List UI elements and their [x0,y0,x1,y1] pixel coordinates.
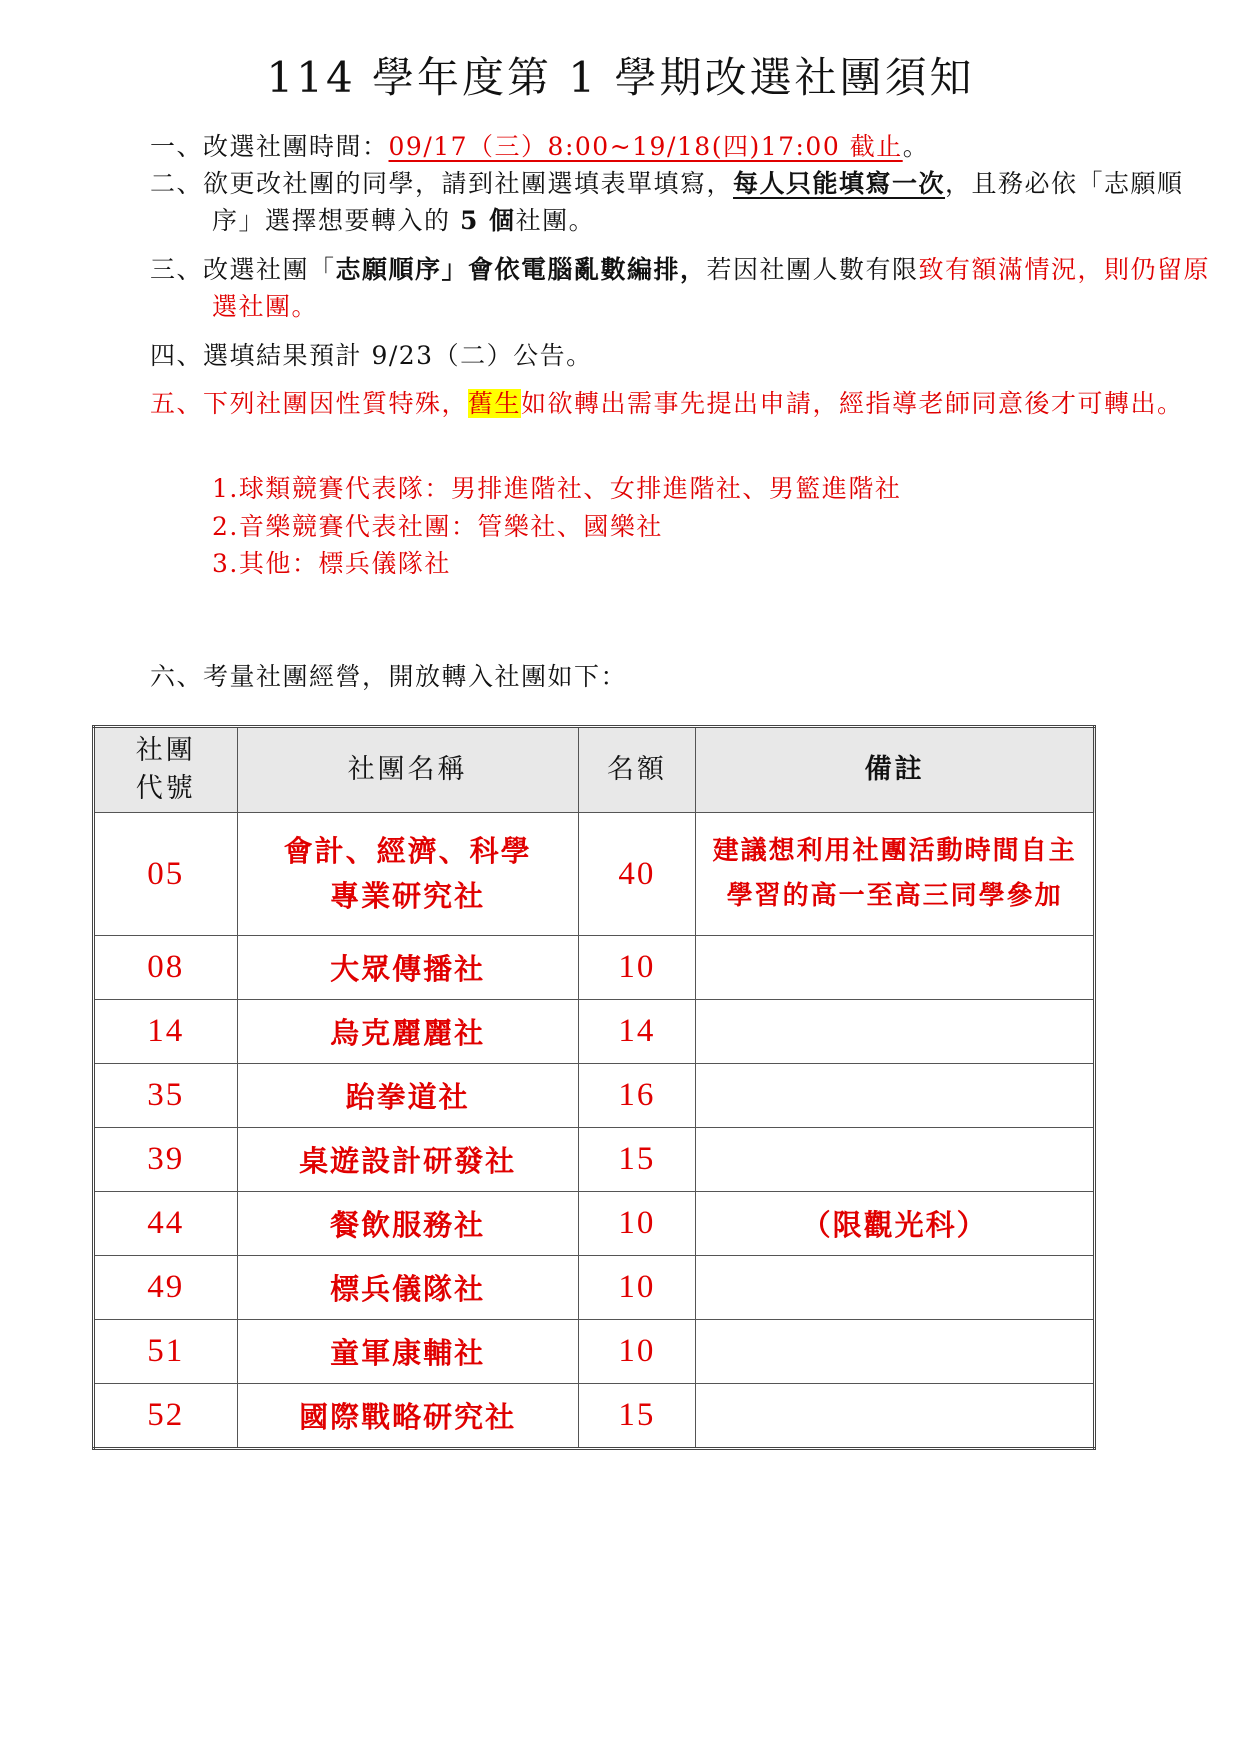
header-club-name: 社團名稱 [237,727,578,813]
club-name: 標兵儀隊社 [237,1256,578,1320]
item-2-text-c: ，且務必依「志願順序」選擇想要轉入的 [212,169,1184,235]
club-quota: 10 [578,1320,696,1384]
club-code: 08 [94,936,238,1000]
item-3-text-c: 若因社團人數有限 [706,255,919,284]
club-quota: 14 [578,1000,696,1064]
club-code: 05 [94,813,238,936]
special-club-list-item: 1.球類競賽代表隊：男排進階社、女排進階社、男籃進階社 [212,474,902,503]
club-name: 國際戰略研究社 [237,1384,578,1449]
table-header-row [94,727,1095,813]
table-row [94,936,1095,1000]
club-name: 會計、經濟、科學 專業研究社 [237,813,578,936]
item-5-text-a: 五、下列社團因性質特殊， [150,389,469,418]
club-quota: 10 [578,936,696,1000]
item-4-announcement: 四、選填結果預計 9/23（二）公告。 [150,341,593,370]
club-table [92,725,1096,1450]
club-code: 44 [94,1192,238,1256]
table-row [94,1256,1095,1320]
club-quota: 10 [578,1256,696,1320]
club-quota: 16 [578,1064,696,1128]
club-note [696,1064,1095,1128]
item-5-special-clubs [150,385,1212,422]
item-2-form [150,165,1212,239]
table-row [94,1384,1095,1449]
header-note: 備註 [696,727,1095,813]
club-code: 49 [94,1256,238,1320]
header-quota: 名額 [578,727,696,813]
item-3-text-a: 三、改選社團「 [150,255,336,284]
special-club-list [212,470,1112,583]
club-code: 14 [94,1000,238,1064]
club-note: （限觀光科） [696,1192,1095,1256]
item-2-text-e: 社團。 [515,206,596,235]
club-note [696,1256,1095,1320]
club-name: 餐飲服務社 [237,1192,578,1256]
item-5-old-students: 舊生 [468,389,522,418]
item-3-full-note: 致有額滿情況，則仍留原選社團。 [212,255,1211,321]
item-5-text-c: 如欲轉出需事先提出申請，經指導老師同意後才可轉出。 [521,389,1184,418]
special-club-list-item: 2.音樂競賽代表社團：管樂社、國樂社 [212,511,663,541]
club-quota: 15 [578,1384,696,1449]
club-note [696,1384,1095,1449]
club-note: 建議想利用社團活動時間自主 學習的高一至高三同學參加 [696,813,1095,936]
club-quota: 40 [578,813,696,936]
item-2-count: 5 個 [459,206,516,235]
item-6-open-clubs: 六、考量社團經營，開放轉入社團如下： [150,662,628,691]
item-1-suffix: 。 [902,132,930,161]
item-1-time-range: 09/17（三）8:00~19/18(四)17:00 截止 [388,132,903,161]
table-row [94,1000,1095,1064]
club-note [696,1320,1095,1384]
club-name: 桌遊設計研發社 [237,1128,578,1192]
club-code: 39 [94,1128,238,1192]
item-1-prefix: 一、改選社團時間： [150,132,389,161]
club-name: 大眾傳播社 [237,936,578,1000]
club-code: 52 [94,1384,238,1449]
item-2-text-a: 二、欲更改社團的同學，請到社團選填表單填寫， [150,169,734,198]
item-1-time [150,128,1212,165]
item-2-once-only: 每人只能填寫一次 [733,169,946,198]
club-quota: 15 [578,1128,696,1192]
club-note [696,1000,1095,1064]
table-row [94,813,1095,936]
table-row [94,1128,1095,1192]
table-row [94,1064,1095,1128]
club-code: 51 [94,1320,238,1384]
club-name: 跆拳道社 [237,1064,578,1128]
header-club-code: 社團 代號 [94,727,238,813]
item-3-order [150,251,1212,325]
page-title: 114 學年度第 1 學期改選社團須知 [266,53,975,102]
club-note [696,1128,1095,1192]
table-row [94,1320,1095,1384]
special-club-list-item: 3.其他：標兵儀隊社 [212,549,451,578]
club-quota: 10 [578,1192,696,1256]
table-row [94,1192,1095,1256]
club-note [696,936,1095,1000]
club-name: 烏克麗麗社 [237,1000,578,1064]
club-code: 35 [94,1064,238,1128]
club-name: 童軍康輔社 [237,1320,578,1384]
item-3-random-order: 志願順序」會依電腦亂數編排， [335,255,707,284]
